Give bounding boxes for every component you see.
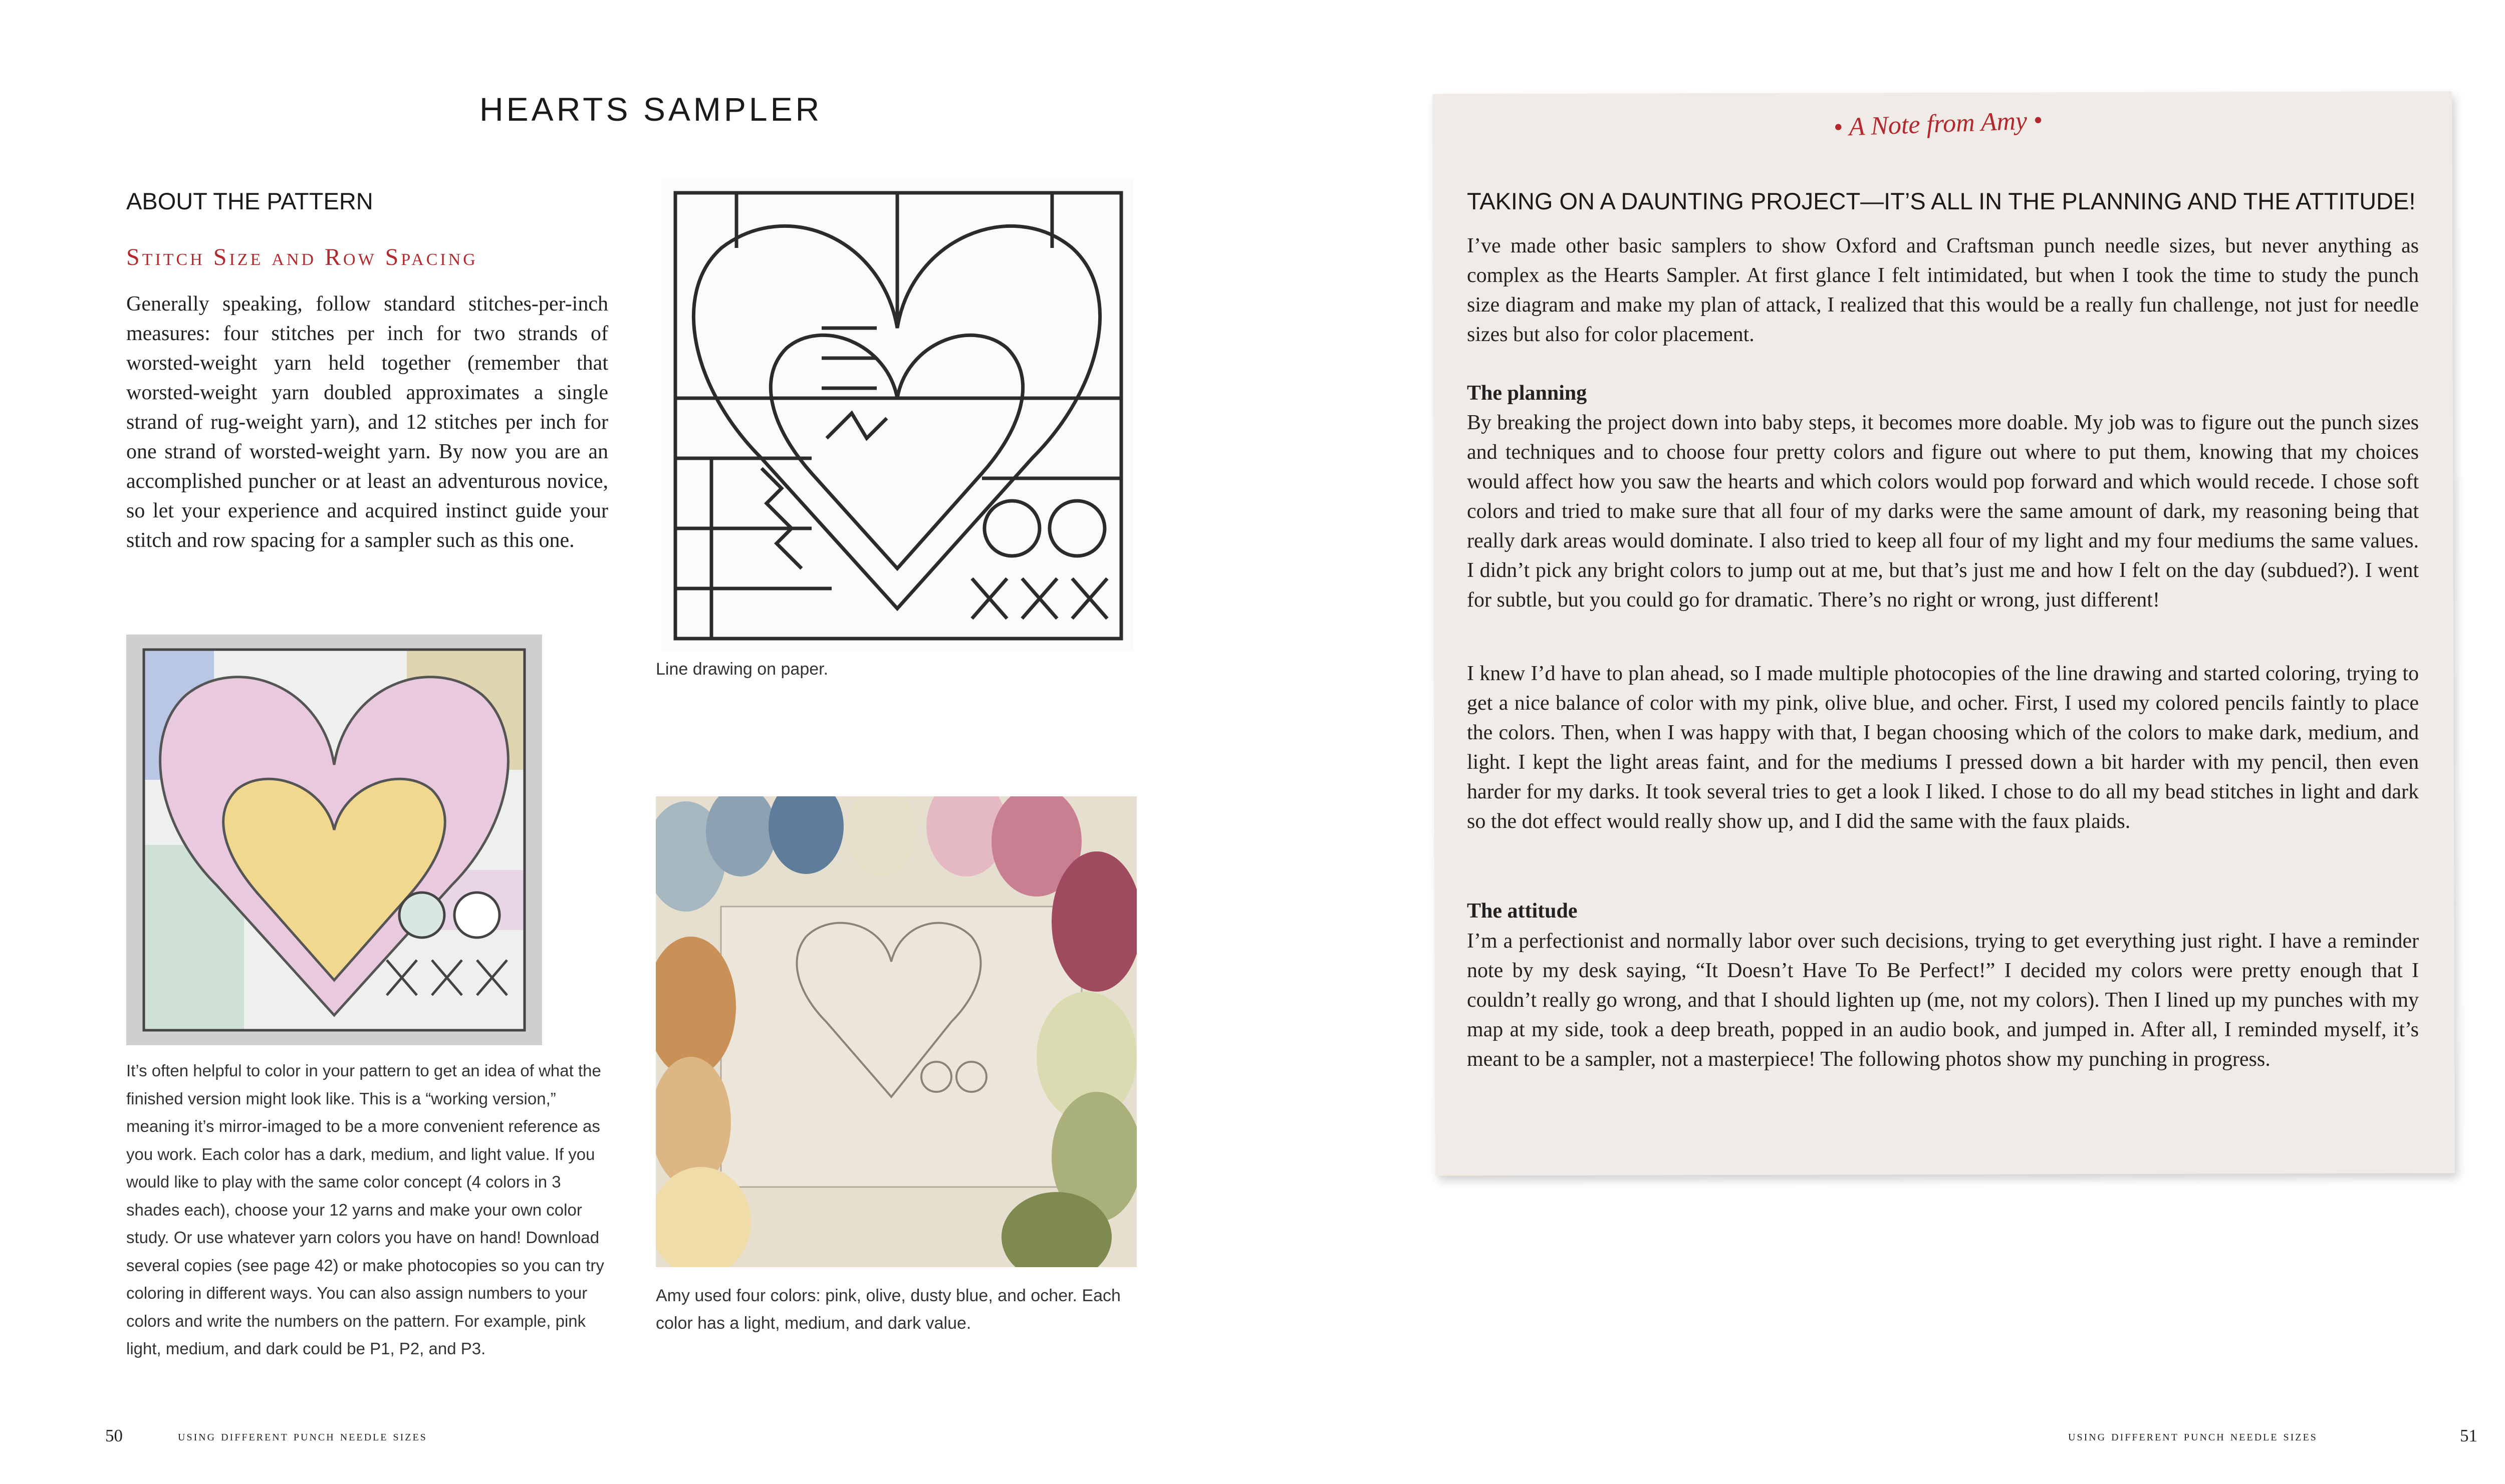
yarn-photo-image	[656, 796, 1137, 1267]
caption-line-drawing: Line drawing on paper.	[656, 660, 829, 679]
note-attitude-paragraph: I’m a perfectionist and normally labor over such decisions, trying to get everything just right. I have a reminder note by my desk saying, “It Doesn’t Have To Be Perfect!” I decided my colors were pretty enough that I couldn’t really go wrong, and that I should lighten up (me, not my colors). Then I lined up my punches with my map at my side, took a deep breath, popped in an audio book, and jumped in. After all, I reminded myself, it’s meant to be a sampler, not a masterpiece! The following photos show my punching in progress.	[1467, 930, 2419, 1071]
caption-yarn-colors: Amy used four colors: pink, olive, dusty blue, and ocher. Each color has a light, medium, and dark value.	[656, 1286, 1121, 1333]
page-title: HEARTS SAMPLER	[479, 91, 823, 128]
note-planning-title: The planning	[1467, 382, 1587, 405]
note-attitude-title: The attitude	[1467, 900, 1578, 923]
colored-pencil-image	[126, 635, 542, 1045]
note-title-text: A Note from Amy	[1848, 106, 2028, 142]
running-head-left: using different punch needle sizes	[178, 1428, 427, 1444]
line-drawing-image	[661, 178, 1133, 651]
page-number-left: 50	[105, 1426, 123, 1445]
page-number-right: 51	[2460, 1426, 2477, 1445]
body-paragraph: Generally speaking, follow standard stitches-per-inch measures: four stitches per inch for two strands of worsted-weight yarn held together (remember that worsted-weight yarn doubled approximates a single strand of rug-weight yarn), and 12 stitches per inch for one strand of worsted-weight yarn. By now you are an accomplished puncher or at least an adventurous novice, so let your experience and acquired instinct guide your stitch and row spacing for a sampler such as this one.	[126, 292, 608, 552]
note-title: • A Note from Amy •	[1833, 106, 2044, 142]
note-planning-paragraph-2: I knew I’d have to plan ahead, so I made multiple photocopies of the line drawing and started coloring, trying to get a nice balance of color with my pink, olive blue, and ocher. First, I used my colored pencils faintly to place the colors. Then, when I was happy with that, I began choosing which of the colors to make dark, medium, and light. I kept the light areas faint, and for the mediums I pressed down a bit harder with my pencil, then even harder for my darks. It took several tries to get a look I liked. I chose to do all my bead stitches in light and dark so the dot effect would really show up, and I did the same with the faux plaids.	[1467, 662, 2419, 833]
note-intro-paragraph: I’ve made other basic samplers to show Oxford and Craftsman punch needle sizes, but never anything as complex as the Hearts Sampler. At first glance I felt intimidated, but when I took the time to study the punch size diagram and make my plan of attack, I realized that this would be a really fun challenge, not just for needle sizes but also for color placement.	[1467, 234, 2419, 346]
note-heading: TAKING ON A DAUNTING PROJECT—IT’S ALL IN THE PLANNING AND THE ATTITUDE!	[1467, 188, 2416, 214]
section-heading-about: ABOUT THE PATTERN	[126, 188, 373, 214]
running-head-right: using different punch needle sizes	[2068, 1428, 2318, 1444]
caption-colored-version: It’s often helpful to color in your pattern to get an idea of what the finished version might look like. This is a “working version,” meaning it’s mirror-imaged to be a more convenient reference as you work. Each color has a dark, medium, and light value. If you would like to play with the same color concept (4 colors in 3 shades each), choose your 12 yarns and make your own color study. Or use whatever yarn colors you have on hand! Download several copies (see page 42) or make photocopies so you can try coloring in different ways. You can also assign numbers to your colors and write the numbers on the pattern. For example, pink light, medium, and dark could be P1, P2, and P3.	[126, 1061, 604, 1358]
subheading-stitch-size: Stitch Size and Row Spacing	[126, 244, 478, 270]
note-planning-paragraph: By breaking the project down into baby steps, it becomes more doable. My job was to figure out the punch sizes and techniques and to choose four pretty colors and figure out where to put them, knowing that my choices would affect how you saw the hearts and which colors would pop forward and which would recede. I chose soft colors and tried to make sure that all four of my darks were the same amount of dark, my reasoning being that really dark areas would dominate. I also tried to keep all four of my light and my four mediums the same values. I didn’t pick any bright colors to jump out at me, but that’s just me and how I felt on the day (subdued?). I went for subtle, but you could go for dramatic. There’s no right or wrong, just different!	[1467, 411, 2419, 612]
